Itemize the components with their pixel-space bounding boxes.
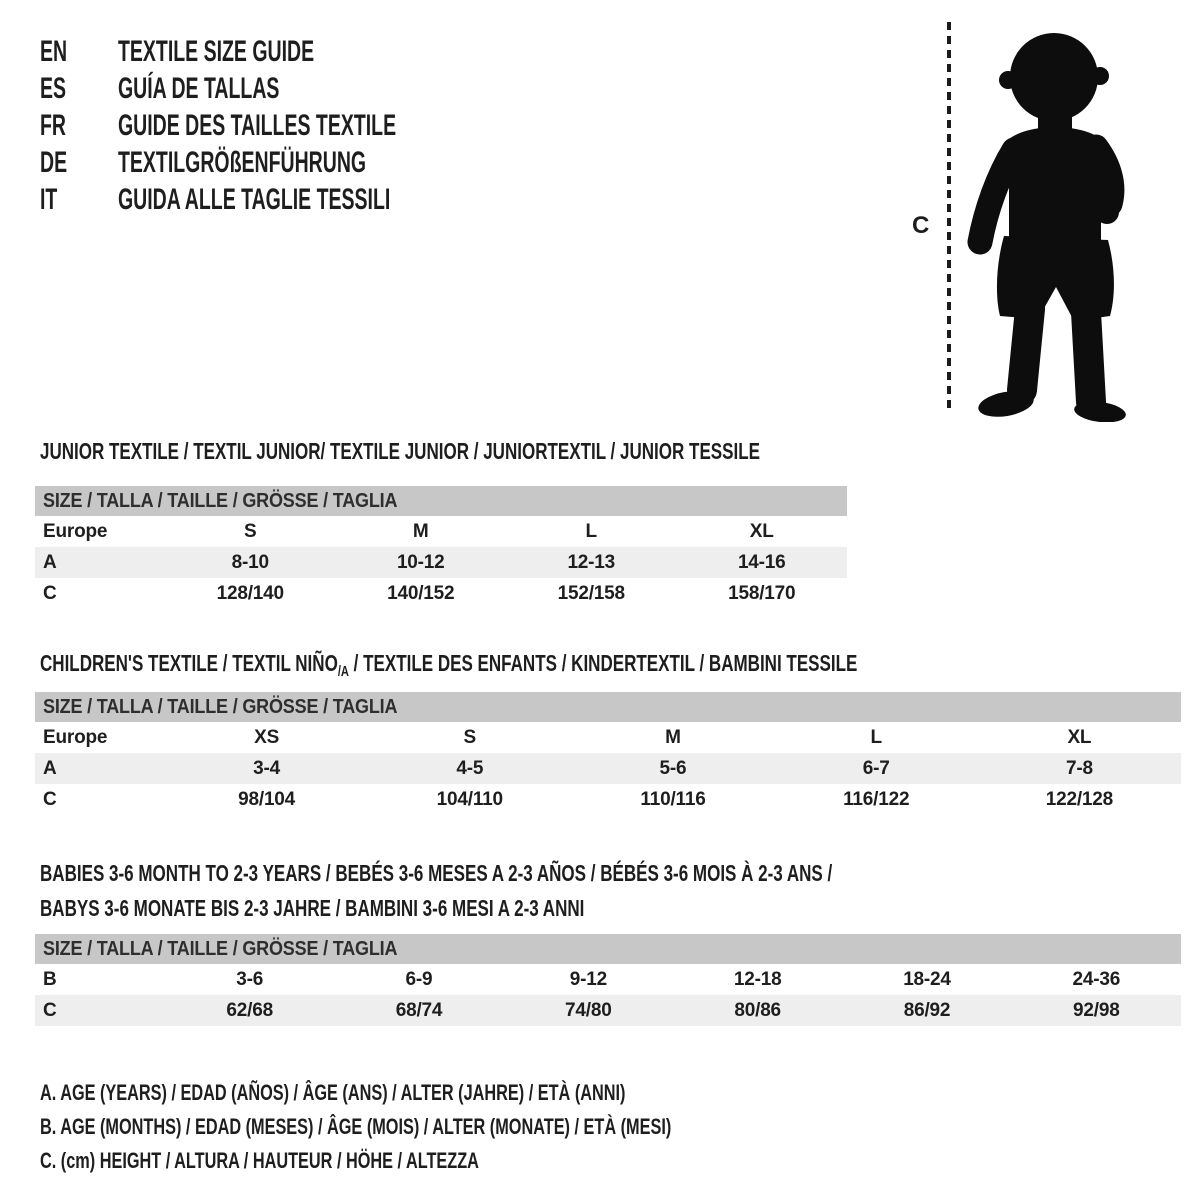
children-size-s: S	[463, 726, 477, 748]
lang-code-it-text: IT	[40, 183, 58, 216]
lang-row-es	[40, 70, 546, 107]
junior-section-title	[40, 436, 1013, 466]
lang-title-es-text: GUÍA DE TALLAS	[118, 72, 280, 105]
babies-height-value: 92/98	[1073, 999, 1120, 1021]
junior-height-value: 140/152	[387, 582, 455, 604]
lang-row-de	[40, 144, 546, 181]
lang-title-it-text: GUIDA ALLE TAGLIE TESSILI	[118, 183, 391, 216]
babies-months-value: 6-9	[405, 968, 433, 990]
children-title-subscript: /A	[337, 663, 349, 680]
children-section-title	[40, 648, 1145, 687]
babies-size-header-text: SIZE / TALLA / TAILLE / GRÖSSE / TAGLIA	[43, 937, 398, 960]
legend-age-months-text: B. AGE (MONTHS) / EDAD (MESES) / ÂGE (MOIS) / ALTER (MONATE) / ETÀ (MESI)	[40, 1114, 672, 1139]
children-size-xs: XS	[254, 726, 280, 748]
lang-title-de	[118, 144, 500, 181]
toddler-silhouette-icon	[938, 14, 1150, 422]
lang-title-de-text: TEXTILGRÖßENFÜHRUNG	[118, 146, 367, 179]
babies-title-line2: BABYS 3-6 MONATE BIS 2-3 JAHRE / BAMBINI 3-6 MESI A 2-3 ANNI	[40, 895, 585, 921]
children-age-value: 4-5	[456, 757, 484, 779]
children-size-l: L	[870, 726, 882, 748]
lang-title-fr	[118, 107, 546, 144]
lang-row-fr	[40, 107, 546, 144]
junior-height-row	[35, 578, 847, 609]
children-height-value: 122/128	[1045, 788, 1114, 810]
children-size-header-text: SIZE / TALLA / TAILLE / GRÖSSE / TAGLIA	[43, 695, 398, 718]
junior-section-title-text: JUNIOR TEXTILE / TEXTIL JUNIOR/ TEXTILE JUNIOR / JUNIORTEXTIL / JUNIOR TESSILE	[40, 438, 760, 464]
lang-code-es	[40, 70, 118, 107]
children-height-value: 98/104	[238, 788, 296, 810]
legend-age-years	[40, 1076, 893, 1110]
lang-row-it	[40, 181, 546, 218]
babies-height-row	[35, 995, 1181, 1026]
children-age-value: 6-7	[862, 757, 890, 779]
junior-age-value: 10-12	[396, 551, 445, 573]
junior-age-row-label: A	[43, 551, 57, 573]
children-size-xl: XL	[1067, 726, 1092, 748]
lang-title-en-text: TEXTILE SIZE GUIDE	[118, 35, 315, 68]
lang-title-es	[118, 70, 366, 107]
babies-months-value: 24-36	[1072, 968, 1121, 990]
junior-age-value: 14-16	[737, 551, 786, 573]
babies-height-row-label: C	[43, 999, 57, 1021]
legend-height-cm	[40, 1144, 893, 1178]
junior-size-table	[35, 486, 847, 609]
children-title-post: / TEXTILE DES ENFANTS / KINDERTEXTIL / BAMBINI TESSILE	[348, 650, 858, 676]
lang-title-en	[118, 33, 420, 70]
babies-months-value: 12-18	[733, 968, 782, 990]
lang-title-it	[118, 181, 537, 218]
lang-code-es-text: ES	[40, 72, 67, 105]
legend-height-cm-text: C. (cm) HEIGHT / ALTURA / HAUTEUR / HÖHE / ALTEZZA	[40, 1148, 479, 1173]
children-height-value: 104/110	[436, 788, 503, 810]
babies-months-value: 9-12	[569, 968, 607, 990]
junior-size-header-band	[35, 486, 847, 516]
lang-code-fr-text: FR	[40, 109, 66, 142]
children-height-value: 116/122	[843, 788, 910, 810]
babies-height-value: 68/74	[395, 999, 443, 1021]
lang-code-fr	[40, 107, 118, 144]
junior-size-xl: XL	[749, 520, 774, 542]
legend-age-months	[40, 1110, 893, 1144]
children-age-row-label: A	[43, 757, 57, 779]
lang-code-de-text: DE	[40, 146, 68, 179]
language-title-list	[40, 33, 546, 218]
children-size-header-band	[35, 692, 1181, 722]
junior-height-row-label: C	[43, 582, 57, 604]
children-height-row	[35, 784, 1181, 815]
junior-size-header-text: SIZE / TALLA / TAILLE / GRÖSSE / TAGLIA	[43, 489, 398, 512]
babies-months-row	[35, 964, 1181, 995]
lang-code-de	[40, 144, 118, 181]
babies-size-header-band	[35, 934, 1181, 964]
children-europe-row	[35, 722, 1181, 753]
junior-age-value: 12-13	[567, 551, 616, 573]
junior-europe-row	[35, 516, 847, 547]
babies-height-value: 86/92	[903, 999, 951, 1021]
junior-height-value: 128/140	[216, 582, 284, 604]
junior-age-value: 8-10	[231, 551, 269, 573]
height-measure-label: C	[912, 212, 930, 239]
junior-size-m: M	[412, 520, 429, 542]
babies-title-line1: BABIES 3-6 MONTH TO 2-3 YEARS / BEBÉS 3-6 MESES A 2-3 AÑOS / BÉBÉS 3-6 MOIS À 2-3 ANS /	[40, 860, 833, 886]
lang-code-en	[40, 33, 118, 70]
babies-section-title	[40, 856, 1111, 926]
babies-height-value: 80/86	[734, 999, 781, 1021]
babies-height-value: 62/68	[226, 999, 273, 1021]
lang-code-it	[40, 181, 118, 218]
children-region-label: Europe	[43, 726, 108, 748]
junior-age-row	[35, 547, 847, 578]
children-size-m: M	[665, 726, 681, 748]
babies-months-value: 3-6	[236, 968, 264, 990]
children-size-table	[35, 692, 1181, 815]
lang-row-en	[40, 33, 546, 70]
children-age-value: 7-8	[1065, 757, 1093, 779]
measure-legend	[40, 1076, 893, 1178]
children-section-title-text	[40, 648, 857, 687]
junior-height-value: 152/158	[557, 582, 625, 604]
legend-age-years-text: A. AGE (YEARS) / EDAD (AÑOS) / ÂGE (ANS) / ALTER (JAHRE) / ETÀ (ANNI)	[40, 1080, 626, 1105]
babies-months-value: 18-24	[903, 968, 951, 990]
children-age-value: 5-6	[659, 757, 687, 779]
junior-size-s: S	[244, 520, 257, 542]
babies-size-table	[35, 934, 1181, 1026]
children-age-row	[35, 753, 1181, 784]
junior-height-value: 158/170	[728, 582, 796, 604]
junior-size-l: L	[585, 520, 597, 542]
children-height-row-label: C	[43, 788, 57, 810]
babies-months-row-label: B	[43, 968, 57, 990]
children-title-pre: CHILDREN'S TEXTILE / TEXTIL NIÑO	[40, 650, 338, 676]
babies-height-value: 74/80	[565, 999, 612, 1021]
lang-title-fr-text: GUIDE DES TAILLES TEXTILE	[118, 109, 397, 142]
junior-region-label: Europe	[43, 520, 108, 542]
lang-code-en-text: EN	[40, 35, 68, 68]
children-age-value: 3-4	[253, 757, 281, 779]
children-height-value: 110/116	[640, 788, 706, 810]
